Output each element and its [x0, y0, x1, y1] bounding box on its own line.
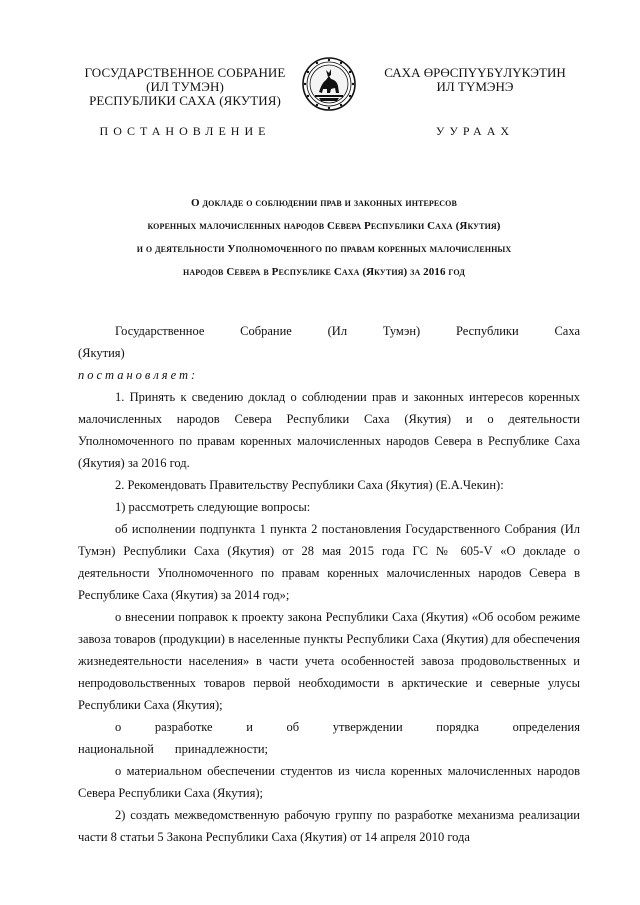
title-line-1: О докладе о соблюдении прав и законных интересов	[191, 197, 457, 209]
doc-type-left: ПОСТАНОВЛЕНИЕ	[99, 124, 271, 138]
header-right-line-1: САХА ӨРӨСПҮҮБҮЛҮКЭТИН	[384, 65, 566, 80]
intro-line: Государственное Собрание (Ил Тумэн) Республики Саха (Якутия)	[78, 324, 580, 360]
doc-type-right: УУРААХ	[435, 124, 515, 138]
title-line-3: и о деятельности Уполномоченного по правам коренных малочисленных	[136, 243, 512, 255]
header-right	[360, 66, 590, 94]
title-line-2: коренных малочисленных народов Севера Республики Саха (Якутия)	[147, 220, 501, 232]
paragraph-3: 1) рассмотреть следующие вопросы:	[115, 500, 311, 514]
paragraph-6: о разработке и об утверждении порядка определения национальной принадлежности;	[78, 720, 580, 756]
title-line-4: народов Севера в Республике Саха (Якутия) за 2016 год	[183, 266, 465, 278]
paragraph-8: 2) создать межведомственную рабочую группу по разработке механизма реализации части 8 статьи 5 Закона Республики Саха (Якутия) от 14 апреля 2010 года	[78, 808, 580, 844]
coat-of-arms-emblem	[301, 56, 357, 112]
header-right-line-2: ИЛ ТҮМЭНЭ	[436, 79, 514, 94]
paragraph-7: о материальном обеспечении студентов из числа коренных малочисленных народов Севера Республики Саха (Якутия);	[78, 764, 580, 800]
header-left-line-3: РЕСПУБЛИКИ САХА (ЯКУТИЯ)	[89, 93, 281, 108]
document-body	[78, 320, 580, 848]
resolves-word: постановляет:	[78, 368, 199, 382]
paragraph-4: об исполнении подпункта 1 пункта 2 постановления Государственного Собрания (Ил Тумэн) Республики Саха (Якутия) от 28 мая 2015 года ГС № 605-V «О докладе о деятельности Уполномоченного по правам коренных малочисленных народов Севера в Республике Саха (Якутия) за 2014 год»;	[78, 522, 580, 602]
paragraph-5: о внесении поправок к проекту закона Республики Саха (Якутия) «Об особом режиме завоза товаров (продукции) в населенные пункты Республики Саха (Якутия) для обеспечения жизнедеятельности населения» в части учета особенностей завоза продовольственных и непродовольственных товаров первой необходимости в арктические и северные улусы Республики Саха (Якутия);	[78, 610, 580, 712]
header-left-line-1: ГОСУДАРСТВЕННОЕ СОБРАНИЕ	[84, 65, 286, 80]
header-left	[70, 66, 300, 108]
paragraph-2: 2. Рекомендовать Правительству Республики Саха (Якутия) (Е.А.Чекин):	[115, 478, 504, 492]
document-title	[70, 192, 578, 284]
resolves-line	[78, 364, 580, 386]
header-left-line-2: (ИЛ ТУМЭН)	[146, 79, 224, 94]
paragraph-1: 1. Принять к сведению доклад о соблюдении прав и законных интересов коренных малочисленных народов Севера Республики Саха (Якутия) и о деятельности Уполномоченного по правам коренных малочисленных народов Севера в Республике Саха (Якутия) за 2016 год.	[78, 390, 580, 470]
